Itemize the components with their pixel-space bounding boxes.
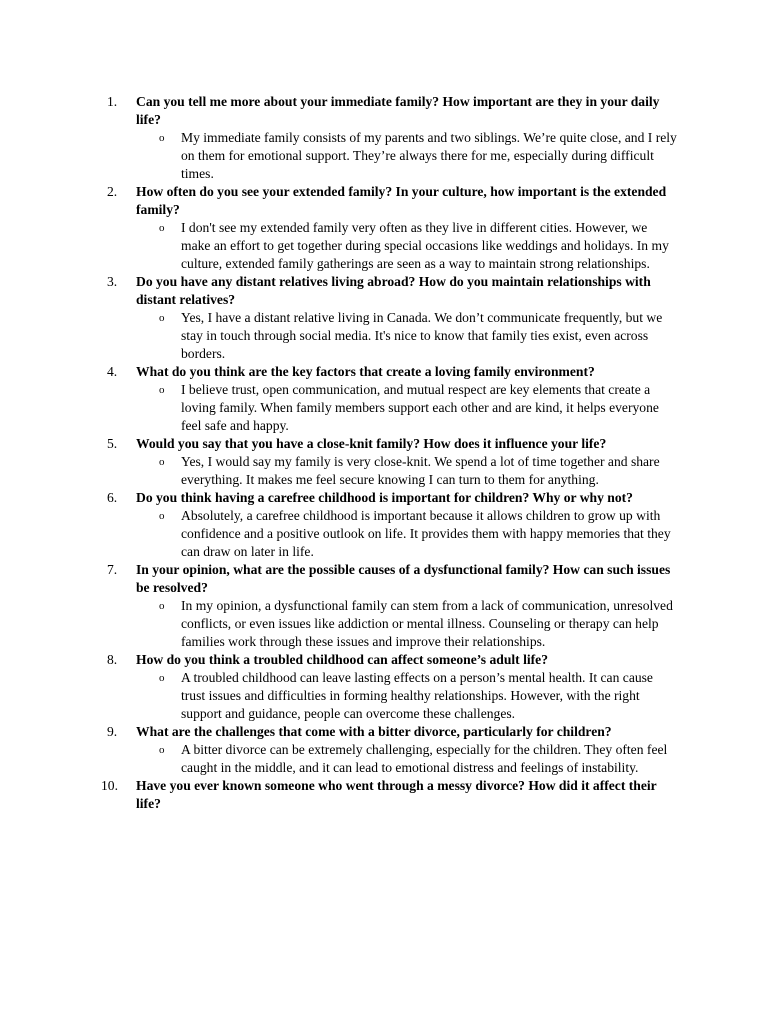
question-text: What are the challenges that come with a bitter divorce, particularly for children? bbox=[136, 724, 612, 739]
answer-text: A bitter divorce can be extremely challenging, especially for the children. They often feel caught in the middle, and it can lead to emotional distress and feelings of instability. bbox=[181, 742, 668, 775]
answer-item bbox=[0, 669, 768, 723]
answer-text: My immediate family consists of my parents and two siblings. We’re quite close, and I rely on them for emotional support. They’re always there for me, especially during difficult times. bbox=[181, 130, 677, 181]
list-item bbox=[0, 363, 768, 435]
answer-item bbox=[0, 219, 768, 273]
answer-item bbox=[0, 597, 768, 651]
answer-text: I believe trust, open communication, and mutual respect are key elements that create a loving family. When family members support each other and are kind, it helps everyone feel safe and happy. bbox=[181, 382, 659, 433]
answer-text: Absolutely, a carefree childhood is important because it allows children to grow up with confidence and a positive outlook on life. It provides them with happy memories that they can draw on later in life. bbox=[181, 508, 671, 559]
answer-item bbox=[0, 507, 768, 561]
document-page bbox=[0, 93, 768, 813]
question-text: Do you have any distant relatives living abroad? How do you maintain relationships with distant relatives? bbox=[136, 274, 651, 307]
item-number: 5. bbox=[107, 436, 118, 451]
bullet-marker: o bbox=[159, 600, 165, 612]
item-number: 2. bbox=[107, 184, 118, 199]
list-item bbox=[0, 723, 768, 777]
list-item bbox=[0, 435, 768, 489]
bullet-marker: o bbox=[159, 672, 165, 684]
question-text: In your opinion, what are the possible causes of a dysfunctional family? How can such issues be resolved? bbox=[136, 562, 671, 595]
answer-item bbox=[0, 381, 768, 435]
question-text: Can you tell me more about your immediate family? How important are they in your daily life? bbox=[136, 94, 660, 127]
bullet-marker: o bbox=[159, 312, 165, 324]
question-text: Do you think having a carefree childhood is important for children? Why or why not? bbox=[136, 490, 633, 505]
bullet-marker: o bbox=[159, 222, 165, 234]
answer-text: Yes, I would say my family is very close-knit. We spend a lot of time together and share everything. It makes me feel secure knowing I can turn to them for anything. bbox=[181, 454, 660, 487]
question-text: How do you think a troubled childhood can affect someone’s adult life? bbox=[136, 652, 549, 667]
question-text: What do you think are the key factors that create a loving family environment? bbox=[136, 364, 595, 379]
item-number: 1. bbox=[107, 94, 118, 109]
item-number: 6. bbox=[107, 490, 118, 505]
bullet-marker: o bbox=[159, 510, 165, 522]
item-number: 3. bbox=[107, 274, 118, 289]
answer-item bbox=[0, 741, 768, 777]
answer-item bbox=[0, 309, 768, 363]
list-item bbox=[0, 651, 768, 723]
item-number: 7. bbox=[107, 562, 118, 577]
bullet-marker: o bbox=[159, 132, 165, 144]
list-item bbox=[0, 93, 768, 183]
answer-text: Yes, I have a distant relative living in Canada. We don’t communicate frequently, but we stay in touch through social media. It's nice to know that family ties exist, even across borders. bbox=[181, 310, 663, 361]
answer-item bbox=[0, 453, 768, 489]
answer-text: A troubled childhood can leave lasting effects on a person’s mental health. It can cause trust issues and difficulties in forming healthy relationships. However, with the right support and guidance, people can overcome these challenges. bbox=[181, 670, 653, 721]
list-item bbox=[0, 183, 768, 273]
item-number: 9. bbox=[107, 724, 118, 739]
answer-text: In my opinion, a dysfunctional family can stem from a lack of communication, unresolved conflicts, or even issues like addiction or mental illness. Counseling or therapy can help families work through these issues and improve their relationships. bbox=[181, 598, 673, 649]
list-item bbox=[0, 561, 768, 651]
bullet-marker: o bbox=[159, 456, 165, 468]
list-item bbox=[0, 777, 768, 813]
list-item bbox=[0, 273, 768, 363]
answer-text: I don't see my extended family very often as they live in different cities. However, we make an effort to get together during special occasions like weddings and holidays. In my culture, extended family gatherings are seen as a way to maintain strong relationships. bbox=[181, 220, 669, 271]
answer-item bbox=[0, 129, 768, 183]
bullet-marker: o bbox=[159, 744, 165, 756]
bullet-marker: o bbox=[159, 384, 165, 396]
question-text: How often do you see your extended family? In your culture, how important is the extended family? bbox=[136, 184, 667, 217]
question-text: Have you ever known someone who went through a messy divorce? How did it affect their life? bbox=[136, 778, 657, 811]
list-item bbox=[0, 489, 768, 561]
question-text: Would you say that you have a close-knit family? How does it influence your life? bbox=[136, 436, 607, 451]
item-number: 10. bbox=[101, 778, 118, 793]
item-number: 8. bbox=[107, 652, 118, 667]
item-number: 4. bbox=[107, 364, 118, 379]
